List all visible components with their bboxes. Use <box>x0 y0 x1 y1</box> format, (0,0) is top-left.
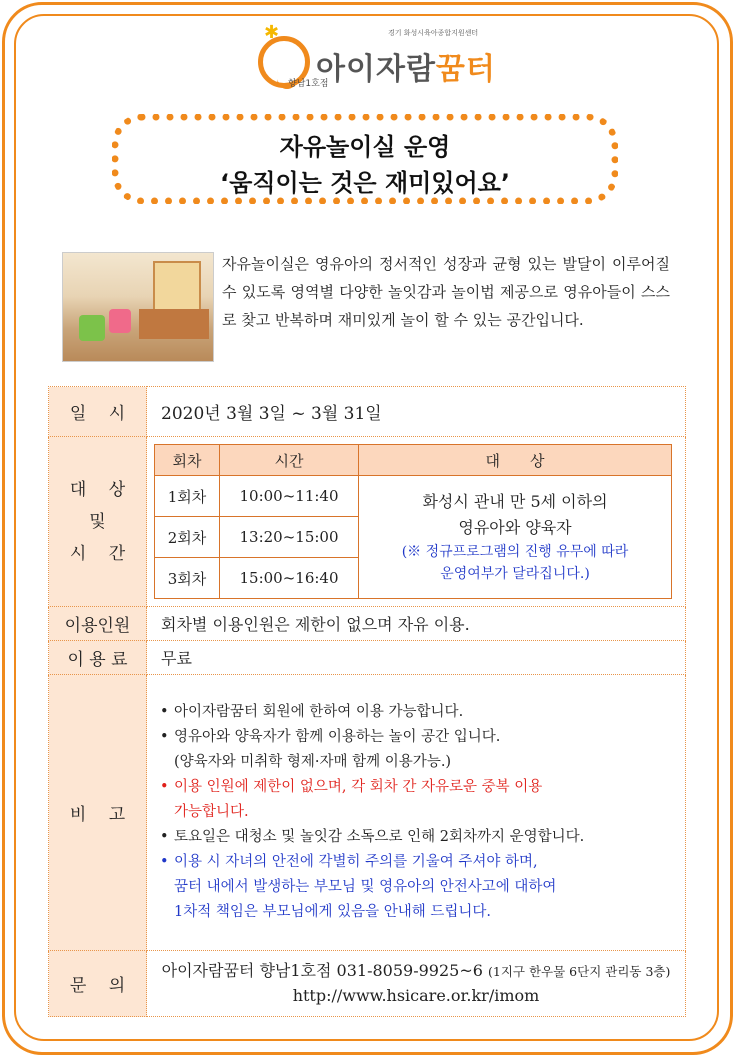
fee-label: 이 용 료 <box>49 641 147 675</box>
schedule-table <box>154 444 672 599</box>
bullet-icon: • <box>160 829 169 845</box>
session-round: 3회차 <box>155 558 220 599</box>
note-text: 이용 인원에 제한이 없으며, 각 회차 간 자유로운 중복 이용 <box>174 779 543 795</box>
row-users <box>49 607 686 641</box>
note-text: 이용 시 자녀의 안전에 각별히 주의를 기울여 주셔야 하며, <box>174 854 538 870</box>
note-item <box>160 700 684 725</box>
session-time: 13:20~15:00 <box>220 517 359 558</box>
contact-line1 <box>148 959 684 984</box>
bullet-icon: • <box>160 704 169 720</box>
notes-label: 비 고 <box>49 675 147 951</box>
bullet-icon: • <box>160 854 169 870</box>
note-text: 영유아와 양육자가 함께 이용하는 놀이 공간 입니다. <box>174 729 501 745</box>
target-value <box>147 437 686 607</box>
target-line1: 화성시 관내 만 5세 이하의 <box>422 492 608 511</box>
target-line2: 영유아와 양육자 <box>458 518 572 537</box>
page-subtitle: ‘움직이는 것은 재미있어요’ <box>220 169 510 197</box>
date-label: 일 시 <box>49 387 147 437</box>
logo <box>258 22 496 92</box>
contact-phone: 아이자람꿈터 향남1호점 031-8059-9925~6 <box>161 961 483 980</box>
logo-title <box>316 44 496 88</box>
target-label <box>49 437 147 607</box>
logo-name-accent: 꿈터 <box>435 52 496 87</box>
header-target: 대 상 <box>359 445 672 476</box>
note-text-cont: 가능합니다. <box>174 804 249 820</box>
info-table <box>48 386 686 1017</box>
contact-url[interactable]: http://www.hsicare.or.kr/imom <box>292 986 540 1005</box>
notes-list <box>148 700 684 925</box>
session-round: 2회차 <box>155 517 220 558</box>
star-icon: ✱ <box>264 22 280 43</box>
header-round: 회차 <box>155 445 220 476</box>
row-notes <box>49 675 686 951</box>
target-label-3: 시 간 <box>69 543 126 564</box>
note-text-cont: 1차적 책임은 부모님에게 있음을 안내해 드립니다. <box>174 904 492 920</box>
logo-branch: 향남1호점 <box>288 79 329 89</box>
date-value: 2020년 3월 3일 ~ 3월 31일 <box>147 387 686 437</box>
fee-value: 무료 <box>147 641 686 675</box>
row-contact <box>49 951 686 1017</box>
note-subtext: (양육자와 미취학 형제·자매 함께 이용가능.) <box>174 754 452 770</box>
session-row <box>155 476 672 517</box>
playhouse-shape <box>153 261 201 313</box>
schedule-header <box>155 445 672 476</box>
note-text: 아이자람꿈터 회원에 한하여 이용 가능합니다. <box>174 704 464 720</box>
users-label: 이용인원 <box>49 607 147 641</box>
toy-shelf-shape <box>139 309 209 339</box>
target-note1: (※ 정규프로그램의 진행 유무에 따라 <box>401 544 629 560</box>
row-target <box>49 437 686 607</box>
session-time: 10:00~11:40 <box>220 476 359 517</box>
pink-chair-shape <box>109 309 131 333</box>
contact-value <box>147 951 686 1017</box>
intro-text: 자유놀이실은 영유아의 정서적인 성장과 균형 있는 발달이 이루어질 수 있도록 영역별 다양한 놀잇감과 놀이법 제공으로 영유아들이 스스로 찾고 반복하며 재미있게 놀이 할 수 있는 공간입니다. <box>222 255 670 329</box>
target-note2: 운영여부가 달라집니다.) <box>440 566 590 582</box>
note-text-cont: 꿈터 내에서 발생하는 부모님 및 영유아의 안전사고에 대하여 <box>174 879 557 895</box>
session-time: 15:00~16:40 <box>220 558 359 599</box>
target-label-2: 및 <box>89 511 106 532</box>
green-chair-shape <box>79 315 105 341</box>
title-box <box>112 114 618 204</box>
bullet-icon: • <box>160 729 169 745</box>
note-item <box>160 850 684 925</box>
note-item <box>160 775 684 825</box>
playroom-photo <box>62 252 214 362</box>
target-label-1: 대 상 <box>69 479 126 500</box>
page-title: 자유놀이실 운영 <box>279 133 451 161</box>
note-item <box>160 825 684 850</box>
users-value: 회차별 이용인원은 제한이 없으며 자유 이용. <box>147 607 686 641</box>
logo-name-gray: 아이자람 <box>316 52 436 87</box>
contact-label: 문 의 <box>49 951 147 1017</box>
row-fee <box>49 641 686 675</box>
notes-value <box>147 675 686 951</box>
session-round: 1회차 <box>155 476 220 517</box>
contact-address: (1지구 한우물 6단지 관리동 3층) <box>488 964 671 979</box>
note-text: 토요일은 대청소 및 놀잇감 소독으로 인해 2회차까지 운영합니다. <box>174 829 585 845</box>
note-item <box>160 725 684 775</box>
target-cell <box>359 476 672 599</box>
row-date <box>49 387 686 437</box>
bullet-icon: • <box>160 779 169 795</box>
logo-org: 경기 화성시육아종합지원센터 <box>388 29 479 37</box>
header-time: 시간 <box>220 445 359 476</box>
